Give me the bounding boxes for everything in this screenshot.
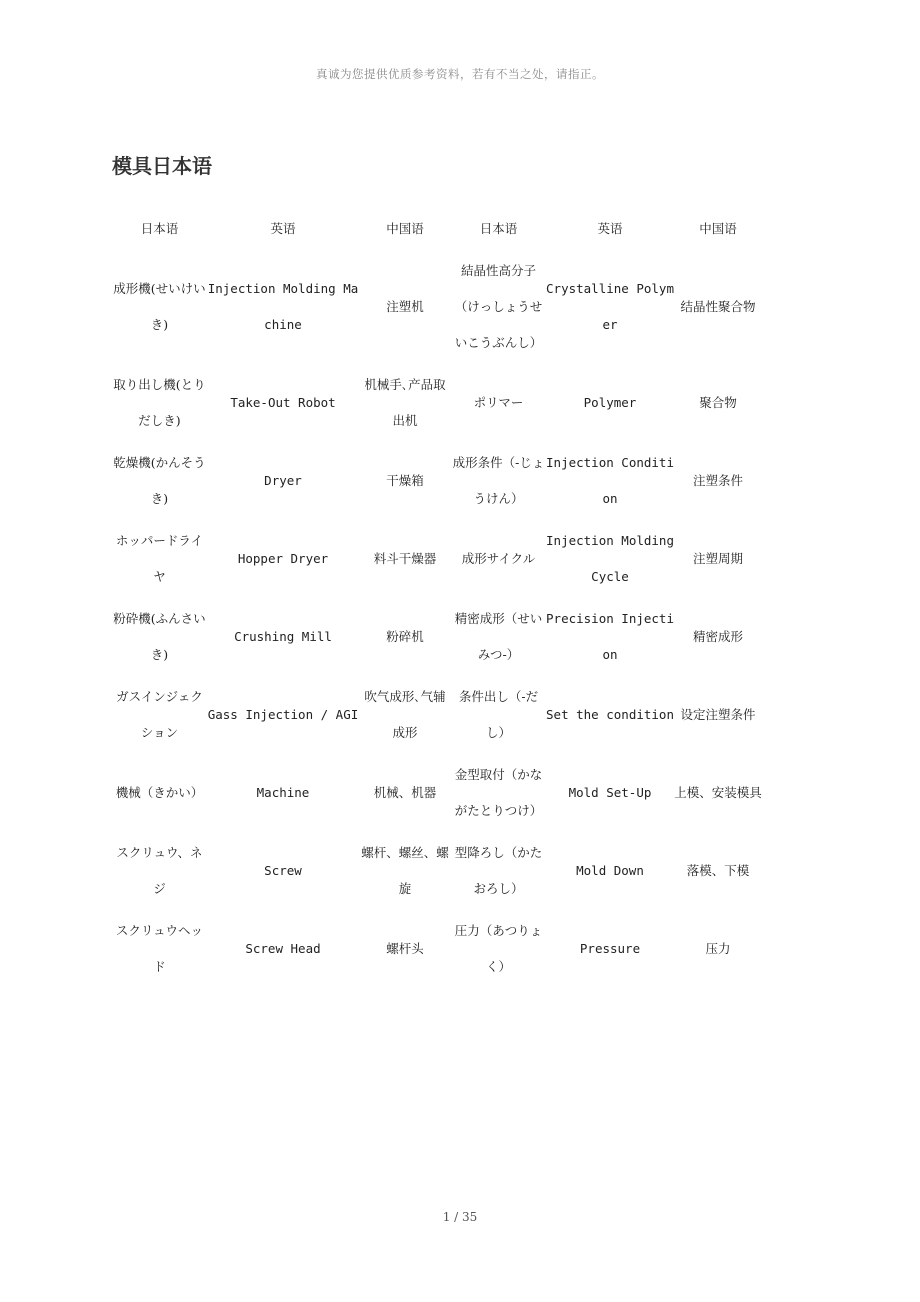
column-header: 英语: [270, 221, 296, 236]
chinese-term: 干燥箱: [386, 473, 424, 488]
page-number: 1 / 35: [442, 1210, 478, 1224]
chinese-term: 注塑机: [386, 299, 424, 314]
english-term: Take-Out Robot: [230, 395, 336, 410]
table-row: [112, 754, 762, 832]
english-term: Machine: [256, 785, 310, 800]
japanese-term: ガスインジェクション: [116, 689, 203, 740]
table-row: [112, 598, 762, 676]
column-header: 日本语: [479, 221, 518, 236]
chinese-term: 聚合物: [699, 395, 737, 410]
japanese-term: 結晶性高分子（けっしょうせいこうぶんし）: [454, 263, 543, 350]
japanese-term: 成形機(せいけいき): [113, 281, 206, 332]
vocabulary-table: [112, 208, 762, 988]
japanese-term: ホッパードライヤ: [115, 533, 204, 584]
table-row: [112, 832, 762, 910]
english-term: Hopper Dryer: [237, 551, 329, 566]
japanese-term: 成形条件（-じょうけん）: [452, 455, 545, 506]
japanese-term: ポリマー: [473, 395, 524, 410]
english-term: Gass Injection / AGI: [207, 707, 359, 722]
chinese-term: 粉碎机: [386, 629, 424, 644]
chinese-term: 螺杆头: [386, 941, 424, 956]
japanese-term: 型降ろし（かたおろし）: [454, 845, 543, 896]
english-term: Dryer: [264, 473, 302, 488]
column-header: 中国语: [699, 221, 737, 236]
japanese-term: 金型取付（かながたとりつけ）: [454, 767, 543, 818]
japanese-term: スクリュウヘッド: [115, 923, 204, 974]
japanese-term: 乾燥機(かんそうき): [113, 455, 206, 506]
table-row: [112, 520, 762, 598]
english-term: Injection Molding Cycle: [546, 533, 674, 584]
chinese-term: 落模、下模: [686, 863, 750, 878]
chinese-term: 料斗干燥器: [373, 551, 437, 566]
table-row: [112, 442, 762, 520]
column-header: 日本语: [140, 221, 179, 236]
column-header: 英语: [597, 221, 623, 236]
english-term: Mold Down: [576, 863, 644, 878]
english-term: Precision Injection: [546, 611, 674, 662]
chinese-term: 吹气成形､气辅成形: [364, 689, 446, 740]
table-row: [112, 676, 762, 754]
japanese-term: 圧力（あつりょく）: [454, 923, 543, 974]
column-header: 中国语: [386, 221, 424, 236]
japanese-term: 機械（きかい）: [115, 785, 204, 800]
japanese-term: 精密成形（せいみつ-）: [454, 611, 543, 662]
chinese-term: 注塑条件: [692, 473, 743, 488]
english-term: Polymer: [583, 395, 637, 410]
english-term: Screw Head: [245, 941, 321, 956]
chinese-term: 机械手､产品取出机: [364, 377, 446, 428]
english-term: Injection Molding Machine: [207, 281, 359, 332]
english-term: Set the condition: [546, 707, 674, 722]
page-header-note: 真诚为您提供优质参考资料，若有不当之处，请指正。: [316, 67, 604, 81]
chinese-term: 设定注塑条件: [680, 707, 756, 722]
english-term: Pressure: [579, 941, 641, 956]
chinese-term: 螺杆、螺丝、螺旋: [361, 845, 449, 896]
japanese-term: 取り出し機(とりだしき): [113, 377, 206, 428]
japanese-term: 粉砕機(ふんさいき): [113, 611, 206, 662]
chinese-term: 上模、安装模具: [674, 785, 762, 800]
chinese-term: 注塑周期: [692, 551, 743, 566]
chinese-term: 结晶性聚合物: [680, 299, 756, 314]
table-row: [112, 910, 762, 988]
document-title: 模具日本语: [112, 154, 212, 178]
japanese-term: スクリュウ、ネジ: [116, 845, 203, 896]
table-header-row: [112, 208, 762, 250]
english-term: Injection Condition: [546, 455, 674, 506]
chinese-term: 压力: [705, 941, 731, 956]
japanese-term: 条件出し（-だし）: [458, 689, 539, 740]
english-term: Crystalline Polymer: [546, 281, 674, 332]
english-term: Mold Set-Up: [568, 785, 652, 800]
english-term: Crushing Mill: [234, 629, 332, 644]
chinese-term: 机械、机器: [373, 785, 437, 800]
table-row: [112, 364, 762, 442]
table-row: [112, 250, 762, 364]
english-term: Screw: [264, 863, 302, 878]
japanese-term: 成形サイクル: [461, 551, 536, 566]
chinese-term: 精密成形: [692, 629, 743, 644]
